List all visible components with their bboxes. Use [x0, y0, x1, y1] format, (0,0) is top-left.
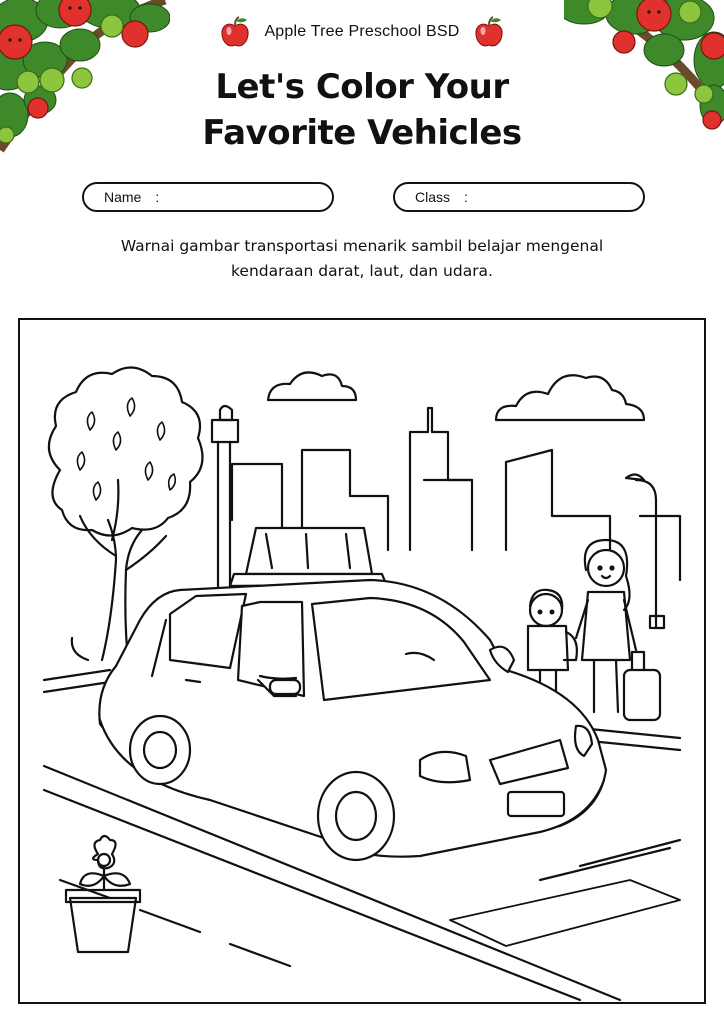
name-separator: : — [155, 189, 160, 205]
instruction-line-2: kendaraan darat, laut, dan udara. — [231, 262, 493, 280]
class-field[interactable] — [393, 182, 645, 212]
instruction-line-1: Warnai gambar transportasi menarik sambil belajar mengenal — [120, 237, 604, 255]
header — [0, 16, 724, 48]
apple-icon — [220, 16, 250, 48]
girl — [576, 540, 660, 720]
page-title — [0, 64, 724, 156]
cloud-left — [268, 372, 356, 400]
cloud-right — [496, 375, 644, 420]
school-name: Apple Tree Preschool BSD — [264, 23, 460, 40]
class-label: Class — [415, 189, 451, 205]
apple-icon — [474, 16, 504, 48]
name-label: Name — [104, 189, 142, 205]
street-lamp-right — [626, 474, 664, 628]
flower-pot — [66, 836, 140, 952]
title-line-2: Favorite Vehicles — [202, 113, 522, 153]
taxi-car — [99, 528, 606, 860]
coloring-frame — [18, 318, 706, 1004]
class-separator: : — [464, 189, 468, 205]
name-field[interactable] — [82, 182, 334, 212]
taxi-coloring-illustration — [20, 320, 704, 1002]
title-line-1: Let's Color Your — [215, 67, 509, 107]
instruction-text — [60, 234, 664, 284]
